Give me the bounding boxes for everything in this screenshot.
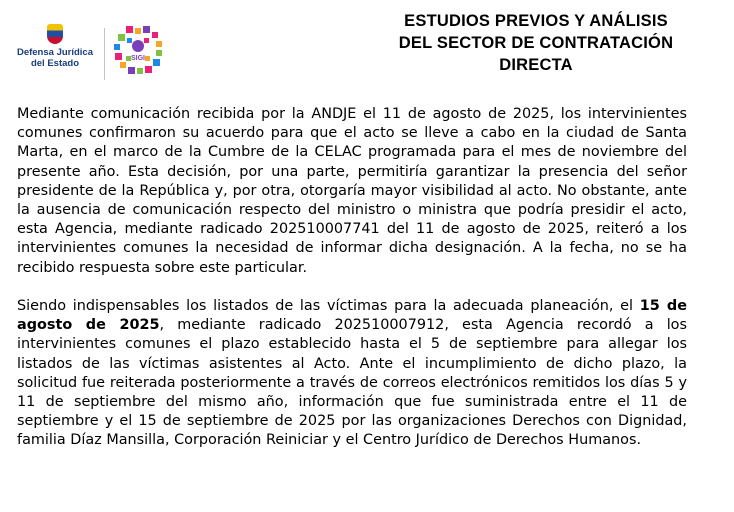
sigi-logo-text: SIGI (130, 55, 146, 62)
logo-text-line-2: del Estado (30, 58, 80, 69)
title-line-2: DEL SECTOR DE CONTRATACIÓN (398, 34, 674, 52)
paragraph-2 (17, 297, 687, 451)
paragraph-2-start: Siendo indispensables los listados de las víctimas para la adecuada planeación, el (17, 298, 640, 315)
andje-logo (14, 24, 96, 69)
paragraph-2-end: , mediante radicado 202510007912, esta Agencia recordó a los intervinientes comunes el plazo establecido hasta el 5 de septiembre para allegar los listados de las víctimas asistentes al Acto. Ante el incumplimiento de dicho plazo, la solicitud fue reiterada posteriormente a través de correos electrónicos remitidos los días 5 y 11 de septiembre del mismo año, información que fue suministrada entre el 11 de septiembre y el 15 de septiembre de 2025 por las organizaciones Derechos con Dignidad, familia Díaz Mansilla, Corporación Reiniciar y el Centro Jurídico de Derechos Humanos. (17, 317, 687, 449)
paragraph-2-bold-date: 15 de agosto de 2025 (17, 298, 687, 334)
title-line-1: ESTUDIOS PREVIOS Y ANÁLISIS (404, 12, 668, 30)
paragraph-1: Mediante comunicación recibida por la ANDJE el 11 de agosto de 2025, los intervinientes comunes confirmaron su acuerdo para que el acto se lleve a cabo en la ciudad de Santa Marta, en el marco de la Cumbre de la CELAC programada para el mes de noviembre del presente año. Esta decisión, por una parte, permitiría garantizar la presencia del señor presidente de la República y, por otra, otorgaría mayor visibilidad al acto. No obstante, ante la ausencia de comunicación respecto del ministro o ministra que podría presidir el acto, esta Agencia, mediante radicado 202510007741 del 11 de agosto de 2025, reiteró a los intervinientes comunes la necesidad de informar dicha designación. A la fecha, no se ha recibido respuesta sobre este particular. (17, 106, 687, 276)
coat-of-arms-icon (47, 24, 63, 44)
sigi-logo-icon (112, 24, 164, 76)
title-line-3: DIRECTA (499, 56, 573, 74)
logo-text-line-1: Defensa Jurídica (16, 47, 94, 58)
document-title (360, 10, 712, 76)
document-body (17, 105, 687, 470)
logo-divider (104, 28, 105, 80)
document-header (0, 0, 734, 90)
